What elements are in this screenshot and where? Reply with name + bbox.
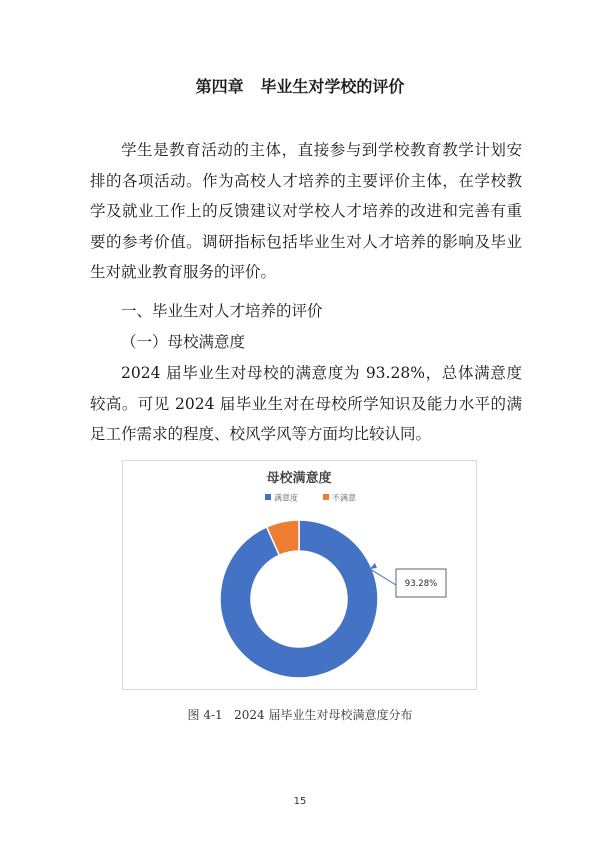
donut-chart [122,460,477,690]
legend-label: 不满意 [332,493,356,503]
intro-paragraph: 学生是教育活动的主体，直接参与到学校教育教学计划安排的各项活动。作为高校人才培养的主要评价主体，在学校教学及就业工作上的反馈建议对学校人才培养的改进和完善有重要的参考价值。调研指标包括毕业生对人才培养的影响及毕业生对就业教育服务的评价。 [90,141,522,281]
callout-label: 93.28% [404,579,438,589]
legend-label: 满意度 [274,493,298,503]
legend-swatch [323,494,329,500]
chart-title: 母校满意度 [266,471,332,486]
page-number: 15 [293,796,307,807]
chart-legend [265,493,356,503]
figure-caption: 图 4-1 2024 届毕业生对母校满意度分布 [187,708,413,722]
chart-callout [370,563,446,597]
legend-swatch [265,494,271,500]
chapter-title: 第四章 毕业生对学校的评价 [195,77,405,96]
chart-svg [123,461,476,689]
section-heading: 一、毕业生对人才培养的评价 [121,302,323,320]
chart-slices [220,520,378,678]
subsection-heading: （一）母校满意度 [121,333,246,351]
body-paragraph: 2024 届毕业生对母校的满意度为 93.28%，总体满意度较高。可见 2024 届毕业生对在母校所学知识及能力水平的满足工作需求的程度、校风学风等方面均比较认同。 [90,364,522,443]
